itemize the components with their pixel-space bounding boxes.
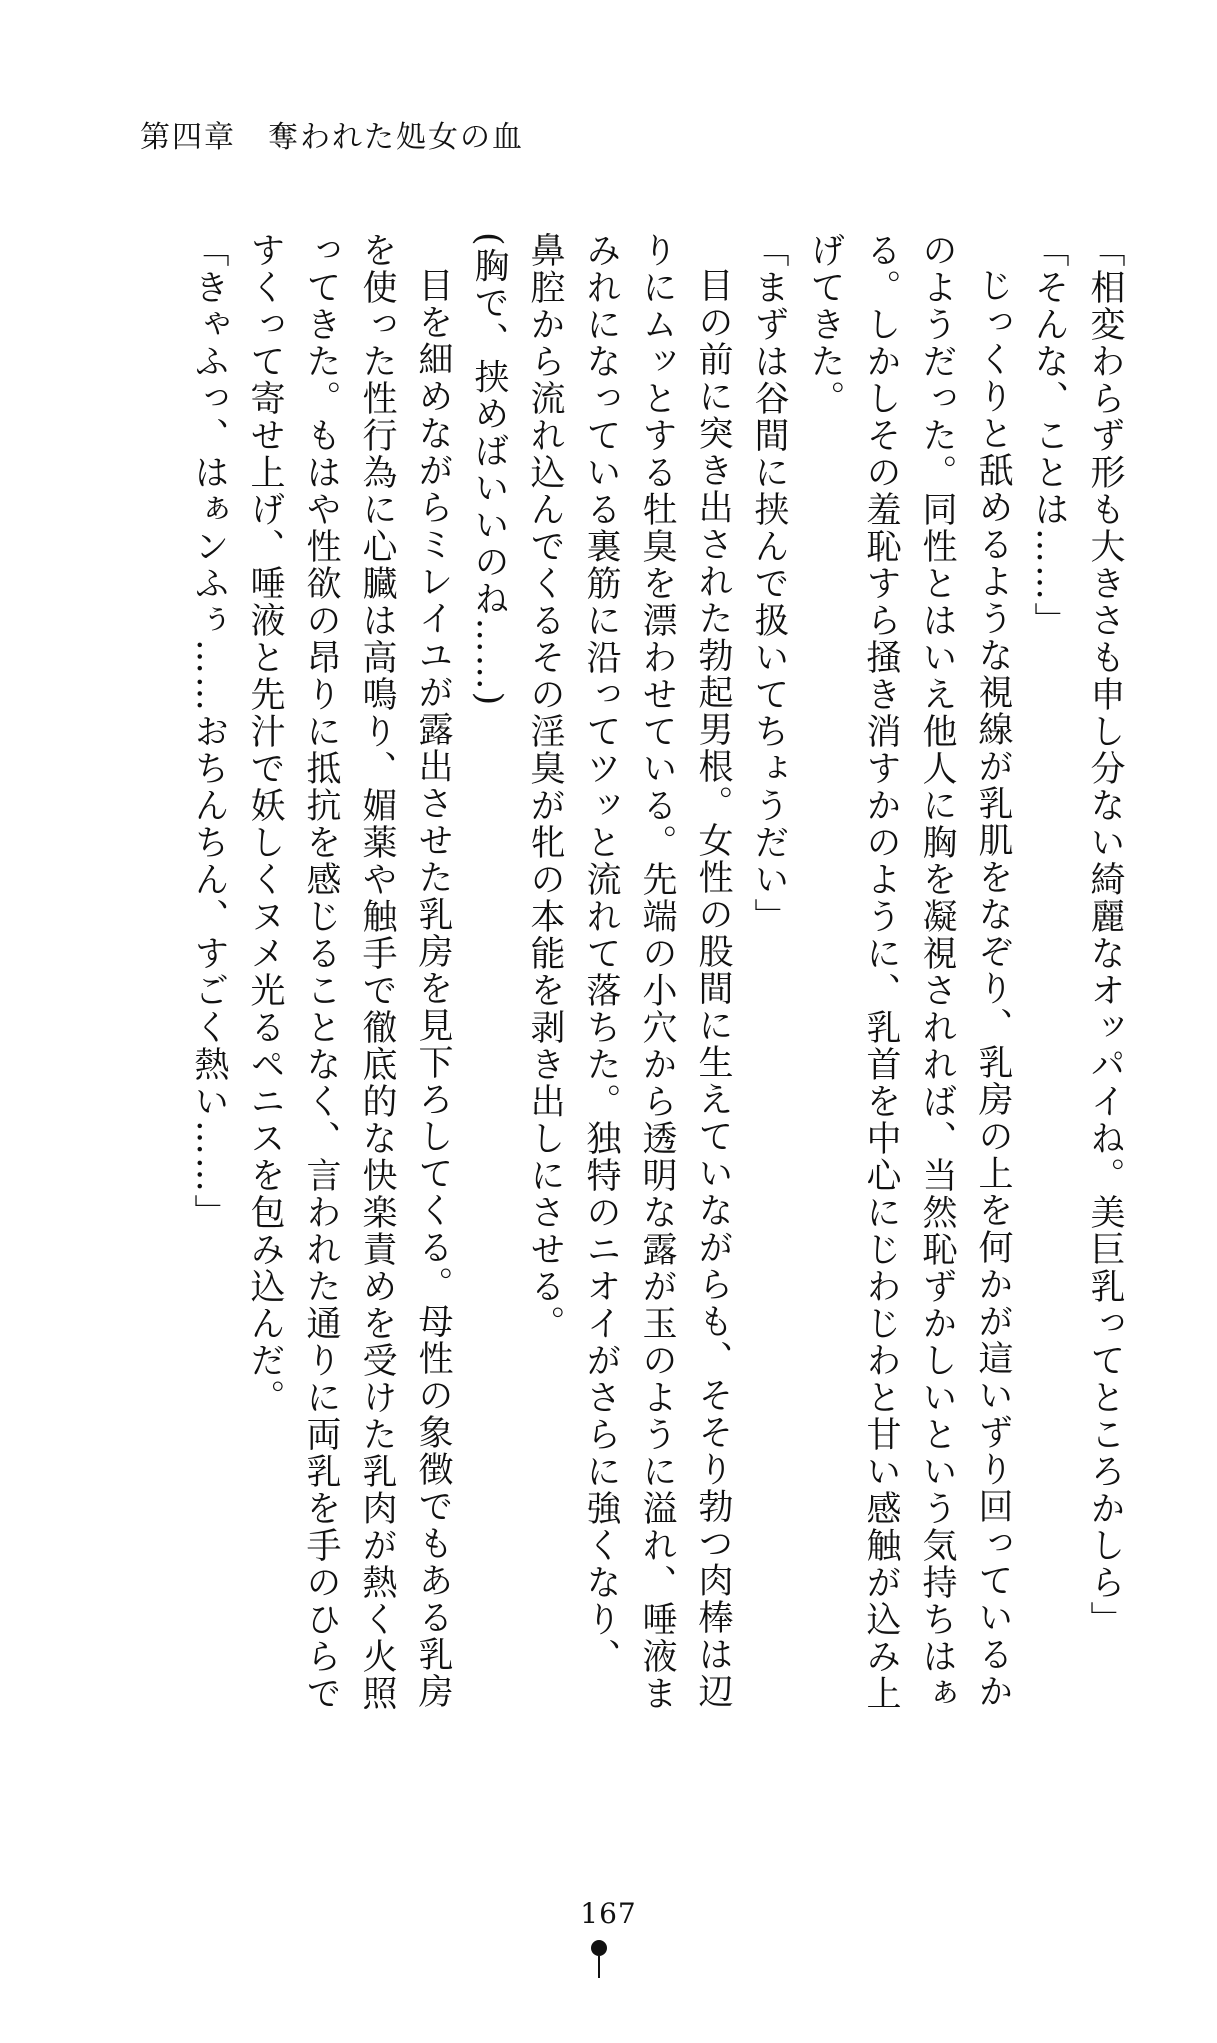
text-line: 「相変わらず形も大きさも申し分ない綺麗なオッパイね。美巨乳ってところかしら」 — [1085, 232, 1125, 1638]
text-line: すくって寄せ上げ、唾液と先汁で妖しくヌメ光るペニスを包み込んだ。 — [245, 232, 285, 1416]
text-line: げてきた。 — [805, 232, 845, 417]
text-line: りにムッとする牡臭を漂わせている。先端の小穴から透明な露が玉のように溢れ、唾液ま — [637, 232, 677, 1712]
page-number: 167 — [580, 1897, 637, 1930]
folio-stem — [598, 1956, 600, 1978]
text-line: 「まずは谷間に挟んで扱いてちょうだい」 — [749, 232, 789, 935]
running-head: 第四章 奪われた処女の血 — [140, 120, 524, 155]
text-line: 目の前に突き出された勃起男根。女性の股間に生えていながらも、そそり勃つ肉棒は辺 — [693, 267, 733, 1710]
text-line: を使った性行為に心臓は高鳴り、媚薬や触手で徹底的な快楽責めを受けた乳肉が熱く火照 — [357, 232, 397, 1712]
folio-ornament — [591, 1940, 607, 1980]
text-line: る。しかしその羞恥すら掻き消すかのように、乳首を中心にじわじわと甘い感触が込み上 — [861, 232, 901, 1712]
text-line: じっくりと舐めるような視線が乳肌をなぞり、乳房の上を何かが這いずり回っているか — [973, 267, 1013, 1710]
text-line: みれになっている裏筋に沿ってツッと流れて落ちた。独特のニオイがさらに強くなり、 — [581, 232, 621, 1675]
text-line: 目を細めながらミレイユが露出させた乳房を見下ろしてくる。母性の象徴でもある乳房 — [413, 267, 453, 1710]
text-line: (胸で、挟めばいいのね……) — [469, 232, 509, 708]
text-line: 鼻腔から流れ込んでくるその淫臭が牝の本能を剥き出しにさせる。 — [525, 232, 565, 1342]
body-text — [133, 232, 1133, 1792]
text-line: ってきた。もはや性欲の昂りに抵抗を感じることなく、言われた通りに両乳を手のひらで — [301, 232, 341, 1712]
folio-dot — [591, 1940, 607, 1956]
text-line: 「きゃふっ、はぁンふぅ……おちんちん、すごく熱い……」 — [189, 232, 229, 1231]
text-line: のようだった。同性とはいえ他人に胸を凝視されれば、当然恥ずかしいという気持ちはぁ — [917, 232, 957, 1712]
text-line: 「そんな、ことは……」 — [1029, 232, 1069, 639]
